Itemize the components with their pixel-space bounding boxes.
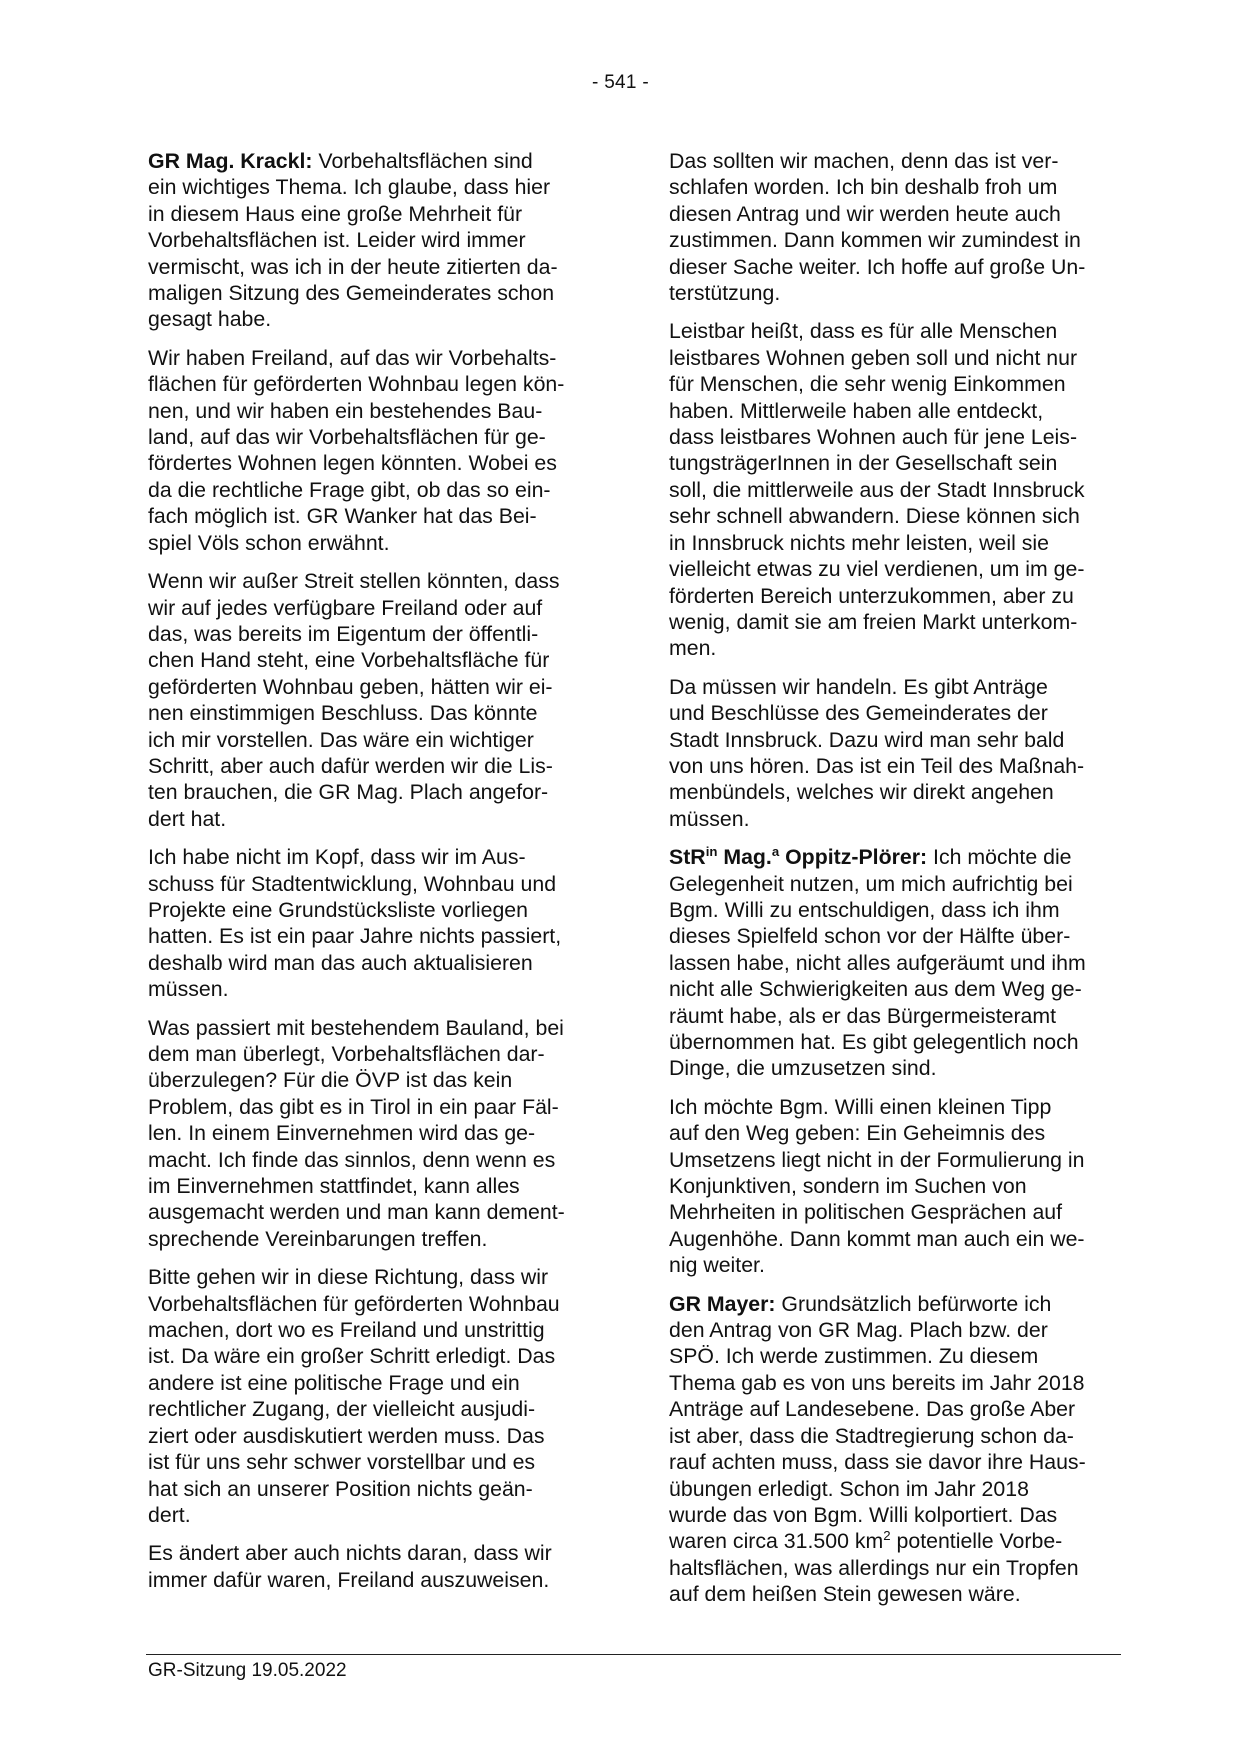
paragraph: Bitte gehen wir in diese Richtung, dass wir Vorbehaltsflächen für geförderten Wohnbau machen, dort wo es Freiland und unstrittig ist. Da wäre ein großer Schritt erledigt. Das andere ist eine politische Frage und ein rechtlicher Zugang, der vielleicht ausjudi- ziert oder ausdiskutiert werden muss. Das ist für uns sehr schwer vorstellbar und es hat sich an unserer Position nichts geän- dert. (148, 1265, 560, 1527)
paragraph-text: potentielle Vorbe- haltsflächen, was allerdings nur ein Tropfen auf dem heißen Stein gewesen wäre. (669, 1529, 1079, 1607)
unit-superscript: 2 (883, 1528, 891, 1544)
paragraph-text: Ich möchte die Gelegenheit nutzen, um mich aufrichtig bei Bgm. Willi zu entschuldigen, dass ich ihm dieses Spielfeld schon vor der Hälfte über- lassen habe, nicht alles aufgeräumt und ihm nicht alle Schwierigkeiten aus dem Weg ge- räumt habe, als er das Bürgermeisteramt übernommen hat. Es gibt gelegentlich noch Dinge, die umzusetzen sind. (669, 845, 1086, 1081)
right-column (669, 148, 1121, 1620)
paragraph: Wenn wir außer Streit stellen könnten, dass wir auf jedes verfügbare Freiland oder auf das, was bereits im Eigentum der öffentli- chen Hand steht, eine Vorbehaltsfläche für geförderten Wohnbau geben, hätten wir ei- nen einstimmigen Beschluss. Das könnte ich mir vorstellen. Das wäre ein wichtiger Schritt, aber auch dafür werden wir die Lis- ten brauchen, die GR Mag. Plach angefor- dert hat. (148, 569, 560, 831)
speaker-name: GR Mayer: (669, 1291, 776, 1316)
page-number: - 541 - (591, 72, 649, 93)
paragraph: Das sollten wir machen, denn das ist ver- schlafen worden. Ich bin deshalb froh um diesen Antrag und wir werden heute auch zustimmen. Dann kommen wir zumindest in dieser Sache weiter. Ich hoffe auf große Un- terstützung. (669, 149, 1086, 306)
paragraph-oppitz-ploerer (669, 844, 1121, 1082)
paragraph: Ich habe nicht im Kopf, dass wir im Aus- schuss für Stadtentwicklung, Wohnbau und Projekte eine Grundstücksliste vorliegen hatten. Es ist ein paar Jahre nichts passiert, deshalb wird man das auch aktualisieren müssen. (148, 845, 562, 1002)
paragraph: Ich möchte Bgm. Willi einen kleinen Tipp auf den Weg geben: Ein Geheimnis des Umsetzens liegt nicht in der Formulierung in Konjunktiven, sondern im Suchen von Mehrheiten in politischen Gesprächen auf Augenhöhe. Dann kommt man auch ein we- nig weiter. (669, 1094, 1085, 1278)
footer-session-date: GR-Sitzung 19.05.2022 (148, 1660, 347, 1681)
paragraph-mayer (669, 1291, 1121, 1608)
paragraph-krackl (148, 148, 600, 333)
speaker-name: StR$^{in}$ Mag.$^a$ Oppitz-Plörer: (669, 844, 928, 870)
footer-divider (146, 1654, 1121, 1655)
paragraph: Da müssen wir handeln. Es gibt Anträge und Beschlüsse des Gemeinderates der Stadt Innsbruck. Dazu wird man sehr bald von uns hören. Das ist ein Teil des Maßnah- menbündels, welches wir direkt angehen müssen. (669, 674, 1085, 831)
paragraph: Was passiert mit bestehendem Bauland, bei dem man überlegt, Vorbehaltsflächen dar- überzulegen? Für die ÖVP ist das kein Problem, das gibt es in Tirol in ein paar Fäl- len. In einem Einvernehmen wird das ge- macht. Ich finde das sinnlos, denn wenn es im Einvernehmen stattfindet, kann alles ausgemacht werden und man kann dement- sprechende Vereinbarungen treffen. (148, 1015, 565, 1251)
paragraph: Es ändert aber auch nichts daran, dass wir immer dafür waren, Freiland auszuweisen. (148, 1541, 552, 1592)
speaker-name: GR Mag. Krackl: (148, 149, 313, 173)
paragraph-text: Vorbehaltsflächen sind ein wichtiges Thema. Ich glaube, dass hier in diesem Haus eine große Mehrheit für Vorbehaltsflächen ist. Leider wird immer vermischt, was ich in der heute zitierten da- maligen Sitzung des Gemeinderates schon gesagt habe. (148, 149, 558, 332)
left-column (148, 148, 600, 1605)
paragraph-text: Grundsätzlich befürworte ich den Antrag von GR Mag. Plach bzw. der SPÖ. Ich werde zustimmen. Zu diesem Thema gab es von uns bereits im Jahr 2018 Anträge auf Landesebene. Das große Aber ist aber, dass die Stadtregierung schon da- rauf achten muss, dass sie davor ihre Haus- übungen erledigt. Schon im Jahr 2018 wurde das von Bgm. Willi kolportiert. Das waren circa 31.500 km (669, 1291, 1086, 1554)
paragraph: Wir haben Freiland, auf das wir Vorbehalts- flächen für geförderten Wohnbau legen kön- nen, und wir haben ein bestehendes Bau- land, auf das wir Vorbehaltsflächen für ge- fördertes Wohnen legen könnten. Wobei es da die rechtliche Frage gibt, ob das so ein- fach möglich ist. GR Wanker hat das Bei- spiel Völs schon erwähnt. (148, 345, 565, 555)
paragraph: Leistbar heißt, dass es für alle Menschen leistbares Wohnen geben soll und nicht nur für Menschen, die sehr wenig Einkommen haben. Mittlerweile haben alle entdeckt, dass leistbares Wohnen auch für jene Leis- tungsträgerInnen in der Gesellschaft sein soll, die mittlerweile aus der Stadt Innsbruck sehr schnell abwandern. Diese können sich in Innsbruck nichts mehr leisten, weil sie vielleicht etwas zu viel verdienen, um im ge- förderten Bereich unterzukommen, aber zu wenig, damit sie am freien Markt unterkom- men. (669, 319, 1085, 661)
